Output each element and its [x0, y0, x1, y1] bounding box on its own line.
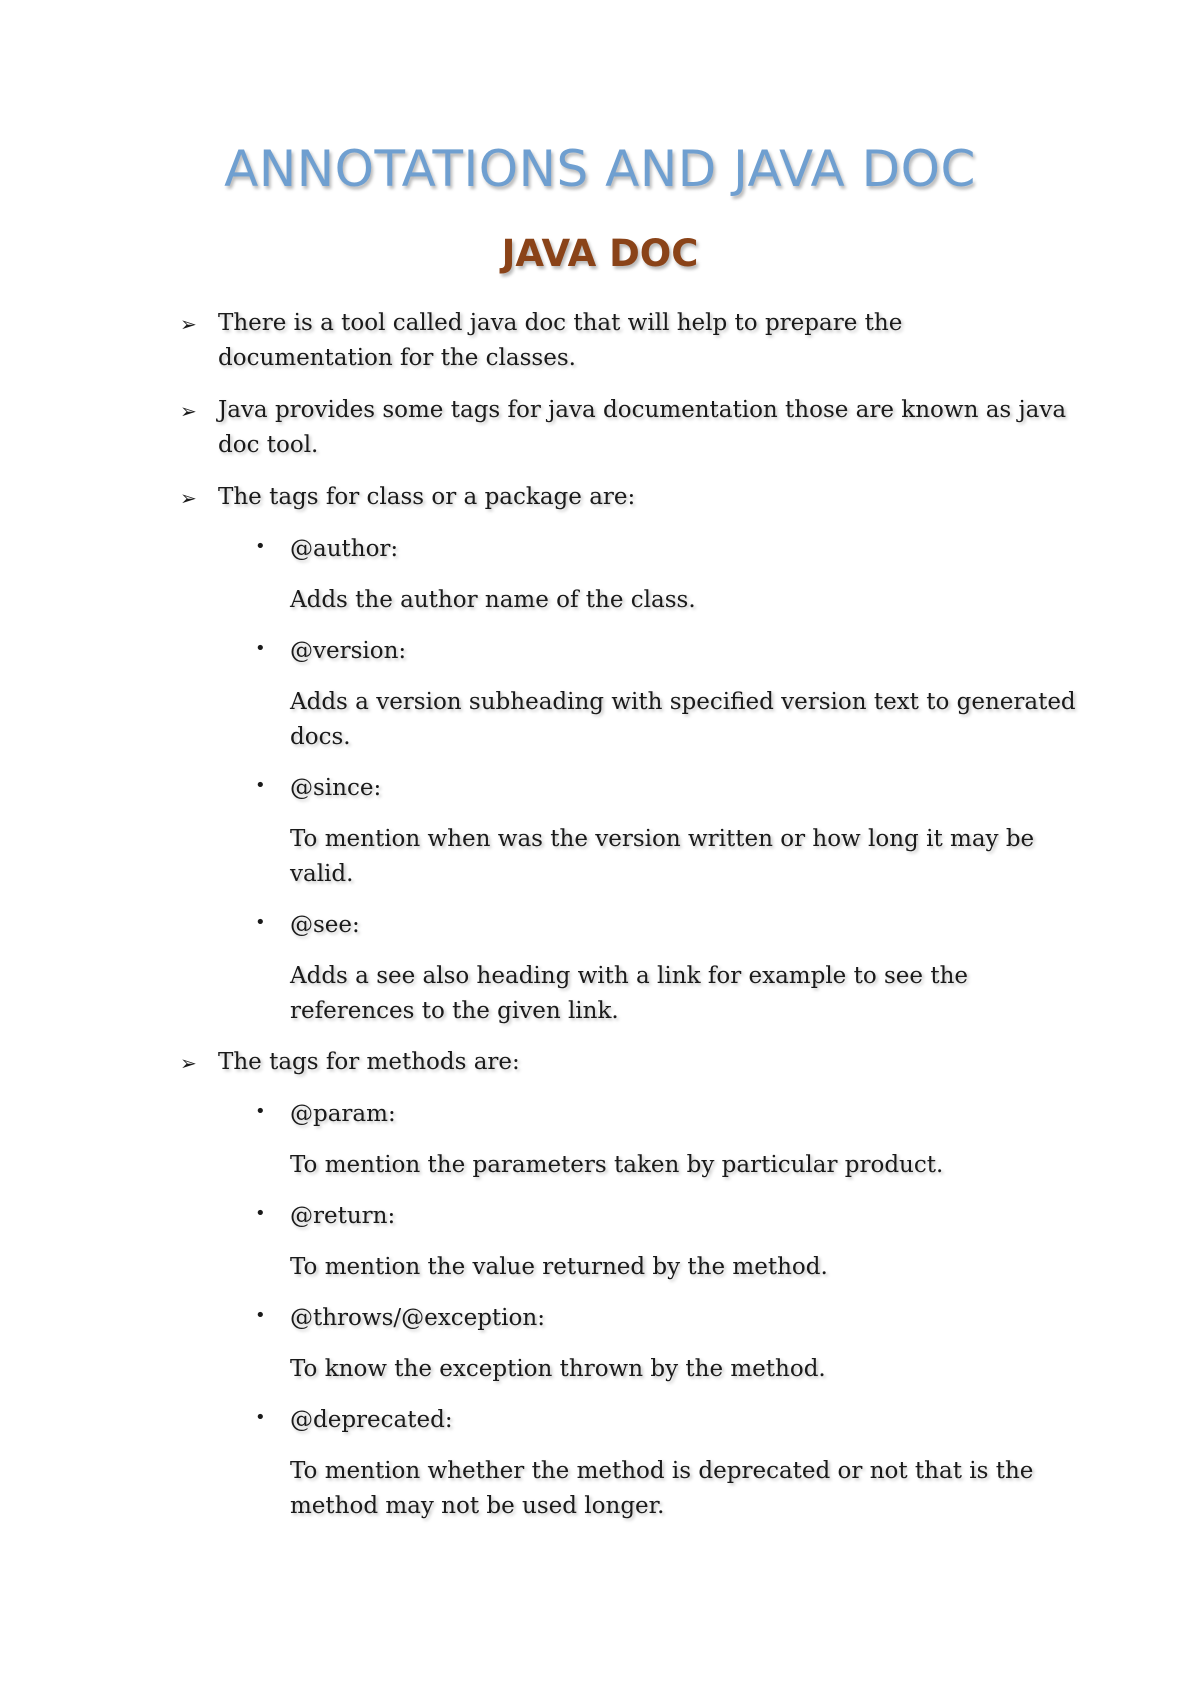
tag-item	[180, 1199, 1080, 1285]
tag-item	[180, 771, 1080, 892]
tag-name: @since:	[290, 775, 382, 801]
tag-name: @return:	[290, 1203, 396, 1229]
tag-item	[180, 908, 1080, 1029]
tag-item	[180, 532, 1080, 618]
list-item-text: The tags for class or a package are:	[218, 484, 636, 510]
method-tags-list	[180, 1097, 1080, 1524]
bullet-dot-icon: •	[255, 1407, 266, 1428]
bullet-dot-icon: •	[255, 775, 266, 796]
tag-description: To mention whether the method is deprecated or not that is the method may not be used longer.	[290, 1458, 1034, 1519]
document-body	[180, 306, 1080, 1540]
tag-name: @version:	[290, 638, 407, 664]
class-tags-list	[180, 532, 1080, 1029]
tag-name: @param:	[290, 1101, 396, 1127]
tag-description: To mention when was the version written or how long it may be valid.	[290, 826, 1035, 887]
tag-item	[180, 634, 1080, 755]
list-item-text: Java provides some tags for java documentation those are known as java doc tool.	[218, 397, 1067, 458]
arrow-bullet-icon: ➢	[180, 1051, 197, 1075]
section-heading: JAVA DOC	[501, 232, 699, 275]
tag-description: Adds a see also heading with a link for example to see the references to the given link.	[290, 963, 969, 1024]
tag-description: Adds the author name of the class.	[290, 587, 696, 613]
tag-description: Adds a version subheading with specified version text to generated docs.	[290, 689, 1076, 750]
tag-name: @see:	[290, 912, 360, 938]
tag-item	[180, 1097, 1080, 1183]
tag-name: @deprecated:	[290, 1407, 453, 1433]
arrow-bullet-icon: ➢	[180, 486, 197, 510]
arrow-bullet-icon: ➢	[180, 399, 197, 423]
tag-description: To know the exception thrown by the method.	[290, 1356, 826, 1382]
bullet-dot-icon: •	[255, 638, 266, 659]
tag-description: To mention the parameters taken by particular product.	[290, 1152, 944, 1178]
list-item-method-tags	[180, 1045, 1080, 1080]
tag-name: @throws/@exception:	[290, 1305, 545, 1331]
list-item-text: There is a tool called java doc that will help to prepare the documentation for the classes.	[218, 310, 903, 371]
bullet-dot-icon: •	[255, 1203, 266, 1224]
arrow-bullet-icon: ➢	[180, 312, 197, 336]
list-item	[180, 306, 1080, 376]
bullet-dot-icon: •	[255, 912, 266, 933]
bullet-dot-icon: •	[255, 536, 266, 557]
tag-name: @author:	[290, 536, 399, 562]
document-title: ANNOTATIONS AND JAVA DOC	[224, 140, 976, 198]
tag-item	[180, 1403, 1080, 1524]
tag-item	[180, 1301, 1080, 1387]
list-item	[180, 393, 1080, 463]
bullet-dot-icon: •	[255, 1101, 266, 1122]
list-item-text: The tags for methods are:	[218, 1049, 520, 1075]
bullet-dot-icon: •	[255, 1305, 266, 1326]
tag-description: To mention the value returned by the method.	[290, 1254, 828, 1280]
list-item-class-tags	[180, 480, 1080, 515]
